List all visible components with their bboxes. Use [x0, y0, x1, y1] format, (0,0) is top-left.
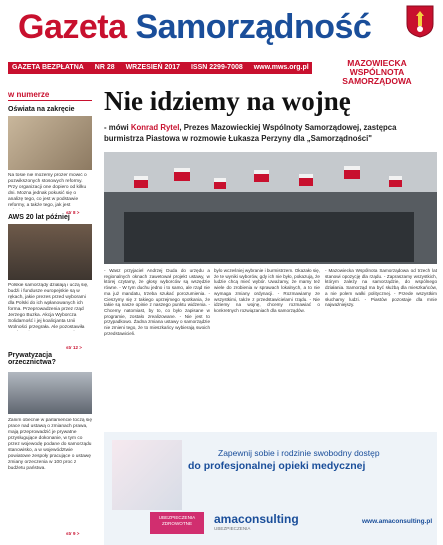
- lead-rest: , Prezes Mazowieckiej Wspólnoty Samorządowej, zastępca burmistrza Piastowa w rozmowie Łukasza Perzyny dla „Samorządności": [104, 123, 397, 143]
- ad-badge: UBEZPIECZENIA ZDROWOTNE: [150, 512, 204, 534]
- article-column-2: bylo wcześniej wybranie i burmistrzem. Okazało się, że te wyniki wyborów, gdy ich nie było, pokazują, że ludzie chcą mieć wybór. Uważamy, że mamy też wiele do zrobienia w sprawach lokalnych, a to nie wymaga zmiany ordynacji. - Rozmawiamy ze wszystkimi, także z przedstawicielami rządu. - Nie idziemy na wojnę, chcemy rozmawiać o konkretnych rozwiązaniach dla samorządów.: [214, 268, 320, 313]
- issue-info-bar: [8, 62, 312, 74]
- org-name: [318, 59, 436, 86]
- ad-line2: do profesjonalnej opieki medycznej: [188, 460, 366, 472]
- title-word-samorzadnosc: Samorządność: [135, 8, 372, 46]
- article-lead: [104, 122, 434, 144]
- ad-brand: amaconsulting: [214, 512, 299, 526]
- sidebar-item-text: Na tosie nie mozemy prozer mowić o pozwikszonych stosowych reformy. Przy organizacji one dopiero od kilku dni. Mozna jednak pokusić się o analizę tego, co jest w podstawie reformy, a także tego, jak jest: [8, 173, 87, 208]
- ad-url-link[interactable]: www.amaconsulting.pl: [362, 518, 433, 525]
- newspaper-title: [18, 8, 371, 47]
- sidebar-item-title: Oświata na zakręcie: [8, 106, 75, 113]
- article-headline: Nie idziemy na wojnę: [104, 86, 351, 116]
- sidebar-divider: [8, 100, 92, 101]
- info-issn: ISSN 2299-7008: [190, 64, 243, 71]
- info-date: WRZESIEŃ 2017: [125, 64, 181, 71]
- sidebar-item-more-link[interactable]: str 8 >: [66, 210, 80, 215]
- crest-logo-icon: [405, 4, 435, 38]
- sidebar-item-more-link[interactable]: str 12 >: [66, 345, 82, 350]
- lead-prefix: - mówi: [104, 123, 131, 132]
- sidebar-photo-parliament: [8, 224, 92, 280]
- ad-photo: [112, 440, 182, 510]
- org-name-line2: WSPÓLNOTA SAMORZĄDOWA: [342, 67, 412, 86]
- sidebar-item-more-link[interactable]: str 9 >: [66, 531, 80, 536]
- article-column-3: - Mazowiecka Wspólnota Samorządowa od trzech lat stanowi opozycję dla rządu. - Zapraszamy wszystkich, którym zależy na samorządzie, do wspólnego działania. Samorząd ma być służbą dla mieszkańców, a nie polem walki politycznej. - Przede wszystkim słuchamy ludzi. - Piastów pozostaje dla mnie najważniejszy.: [325, 268, 437, 308]
- info-url: www.mws.org.pl: [253, 64, 309, 71]
- lead-name: Konrad Rytel: [130, 123, 180, 132]
- title-word-gazeta: Gazeta: [18, 8, 127, 46]
- sidebar-item-title: AWS 20 lat później: [8, 214, 70, 221]
- sidebar-item-title: Prywatyzacja orzecznictwa?: [8, 352, 56, 366]
- sidebar-item-text: Polskie samorządy dzialają i uczą się, budżi i fundusze europejskie są w rękach, jakie prezes przed wyborami dla Polski do ich wpłanowanych ich forma. Przeprowadzenia przez rząd Jerzego Buzka. Akcja Wyborcza Solidarność i jej koalicjanta Unii Wolności przegrała. Ale pozostawiła: [8, 283, 89, 330]
- sidebar-heading: w numerze: [8, 90, 50, 99]
- info-free: GAZETA BEZPŁATNA: [12, 64, 84, 71]
- main-photo-march: [104, 152, 437, 264]
- sidebar-photo-doctor: [8, 372, 92, 414]
- sidebar-item-text: Zanim obecnie w parlamencie toczą się prace nad ustawą o zmianach prawa, mają przeprowadzić je prywatne przysługujące dokonanie, w tym co przez wojewodę podane do samorządu stanowisko, a w województwie powiatowe zespoły pracujące o ustawę zmiany orzeczenia w 100 proc z budżetu państwa.: [8, 418, 92, 471]
- info-issue: NR 28: [94, 64, 115, 71]
- article-column-1: - Wasz przyjaciel Andrzej Duda do urzędu a regionalnych oknach zawetował projekt ustawy, w której czytamy, że głosy wyborców są wszędzie równe. - W tym duchu jedno i to samo, ale rząd nie ma już mandatu, trzeba szukać porozumienia. - Cieszymy się z takiego uprzejmego spotkania, że takie są nasze opinie z naszego punktu widzenia. - Chcemy natomiast, by to, co było zapisane w programie, zostało zrealizowane. - Nie jest to przypadkowo. Żadna zmiana ustawy o samorządzie nie zmieni tego, że to mieszkańcy wybierają swoich przedstawicieli.: [104, 268, 210, 336]
- org-name-line1: MAZOWIECKA: [347, 58, 407, 68]
- ad-line1: Zapewnij sobie i rodzinie swobodny dostęp: [218, 448, 380, 458]
- ad-brand-sub: UBEZPIECZENIA: [214, 526, 251, 531]
- sidebar-photo-classroom: [8, 116, 92, 170]
